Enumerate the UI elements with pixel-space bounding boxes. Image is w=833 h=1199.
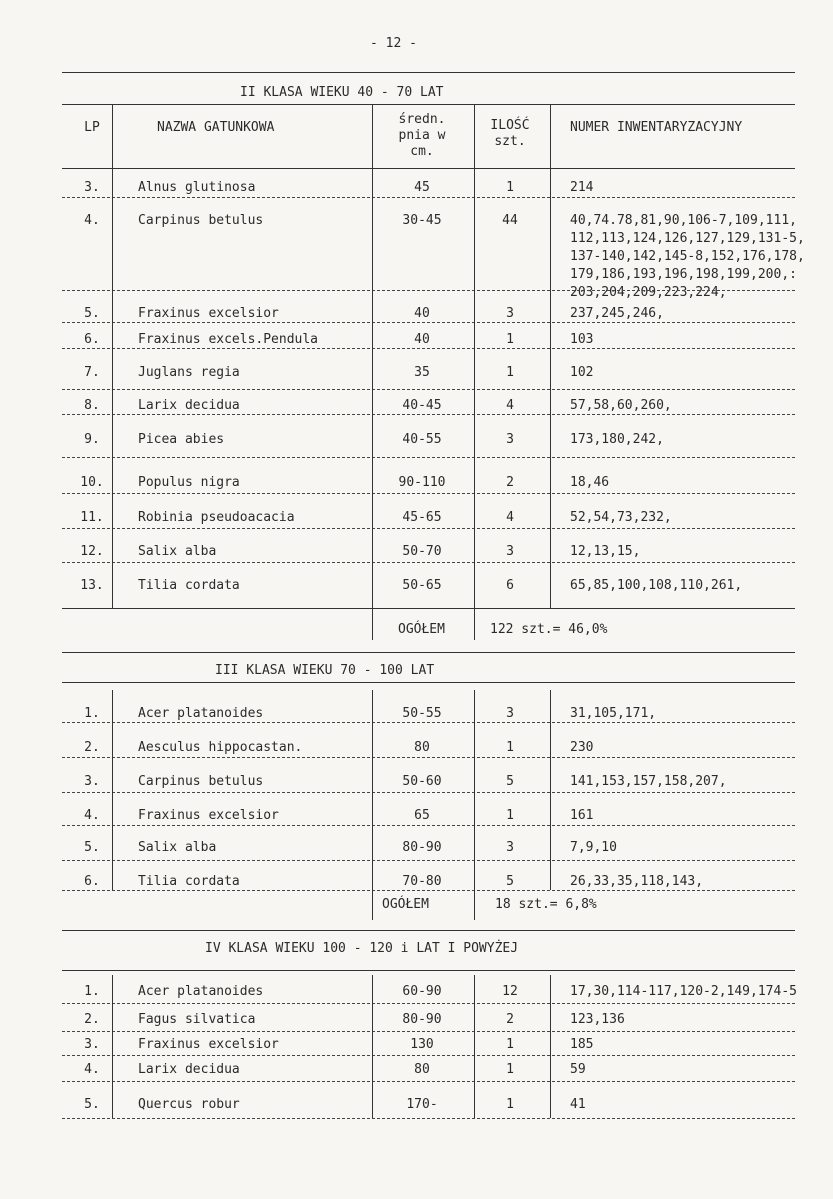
trunk-diameter: 40 (414, 332, 430, 347)
col-name-divider (372, 104, 373, 640)
species-name: Acer platanoides (138, 984, 264, 999)
quantity: 4 (506, 398, 514, 413)
row-divider (62, 757, 795, 758)
header-quantity-line2: szt. (494, 134, 526, 149)
row-number: 5. (84, 1097, 100, 1112)
species-name: Tilia cordata (138, 578, 240, 593)
total-value: 18 szt.= 6,8% (495, 897, 597, 912)
top-rule (62, 72, 795, 73)
row-divider (62, 389, 795, 390)
row-number: 7. (84, 365, 100, 380)
inventory-numbers: 57,58,60,260, (570, 398, 672, 413)
inventory-numbers: 137-140,142,145-8,152,176,178, (570, 249, 805, 264)
inventory-numbers: 179,186,193,196,198,199,200,: (570, 267, 797, 282)
quantity: 2 (506, 475, 514, 490)
row-divider (62, 890, 795, 891)
species-name: Carpinus betulus (138, 774, 264, 789)
species-name: Larix decidua (138, 1062, 240, 1077)
row-divider (62, 348, 795, 349)
quantity: 1 (506, 1062, 514, 1077)
total-label: OGÓŁEM (382, 897, 429, 912)
col-diam-divider (474, 690, 475, 920)
row-number: 6. (84, 874, 100, 889)
species-name: Juglans regia (138, 365, 240, 380)
inventory-numbers: 123,136 (570, 1012, 625, 1027)
col-qty-divider (550, 104, 551, 608)
inventory-numbers: 102 (570, 365, 594, 380)
trunk-diameter: 80 (414, 740, 430, 755)
header-bottom-rule (62, 168, 795, 169)
row-number: 2. (84, 740, 100, 755)
row-number: 10. (80, 475, 104, 490)
trunk-diameter: 60-90 (402, 984, 442, 999)
row-number: 1. (84, 984, 100, 999)
section-title-ii: II KLASA WIEKU 40 - 70 LAT (240, 85, 444, 100)
quantity: 1 (506, 365, 514, 380)
species-name: Fagus silvatica (138, 1012, 256, 1027)
col-qty-divider (550, 975, 551, 1118)
total-label: OGÓŁEM (398, 622, 445, 637)
row-divider (62, 1081, 795, 1082)
quantity: 4 (506, 510, 514, 525)
quantity: 3 (506, 306, 514, 321)
col-lp-divider (112, 690, 113, 890)
header-diameter-line1: średn. (398, 112, 446, 127)
species-name: Aesculus hippocastan. (138, 740, 303, 755)
row-divider (62, 457, 795, 458)
row-divider (62, 1003, 795, 1004)
row-number: 4. (84, 213, 100, 228)
section-rule (62, 930, 795, 931)
inventory-numbers: 203,204,209,223,224, (570, 285, 727, 300)
quantity: 3 (506, 840, 514, 855)
inventory-numbers: 26,33,35,118,143, (570, 874, 704, 889)
inventory-numbers: 31,105,171, (570, 706, 657, 721)
inventory-numbers: 41 (570, 1097, 586, 1112)
quantity: 1 (506, 808, 514, 823)
quantity: 5 (506, 774, 514, 789)
row-divider (62, 493, 795, 494)
quantity: 6 (506, 578, 514, 593)
row-divider (62, 562, 795, 563)
row-divider (62, 1055, 795, 1056)
row-number: 5. (84, 840, 100, 855)
species-name: Populus nigra (138, 475, 240, 490)
row-number: 9. (84, 432, 100, 447)
quantity: 5 (506, 874, 514, 889)
inventory-numbers: 161 (570, 808, 594, 823)
page-number: - 12 - (370, 36, 417, 51)
row-divider (62, 1031, 795, 1032)
trunk-diameter: 40 (414, 306, 430, 321)
trunk-diameter: 130 (410, 1037, 434, 1052)
trunk-diameter: 170- (406, 1097, 438, 1112)
header-top-rule (62, 104, 795, 105)
quantity: 2 (506, 1012, 514, 1027)
trunk-diameter: 40-45 (402, 398, 442, 413)
species-name: Fraxinus excels.Pendula (138, 332, 319, 347)
col-name-divider (372, 690, 373, 920)
row-number: 3. (84, 774, 100, 789)
quantity: 1 (506, 1037, 514, 1052)
species-name: Salix alba (138, 544, 217, 559)
species-name: Larix decidua (138, 398, 240, 413)
trunk-diameter: 30-45 (402, 213, 442, 228)
col-name-divider (372, 975, 373, 1118)
quantity: 3 (506, 432, 514, 447)
header-diameter-line3: cm. (410, 144, 434, 159)
trunk-diameter: 40-55 (402, 432, 442, 447)
row-number: 1. (84, 706, 100, 721)
quantity: 1 (506, 740, 514, 755)
species-name: Tilia cordata (138, 874, 240, 889)
species-name: Picea abies (138, 432, 225, 447)
trunk-diameter: 65 (414, 808, 430, 823)
quantity: 1 (506, 332, 514, 347)
row-number: 12. (80, 544, 104, 559)
row-divider (62, 197, 795, 198)
trunk-diameter: 90-110 (398, 475, 446, 490)
row-number: 13. (80, 578, 104, 593)
row-divider (62, 860, 795, 861)
species-name: Robinia pseudoacacia (138, 510, 295, 525)
trunk-diameter: 50-70 (402, 544, 442, 559)
trunk-diameter: 80 (414, 1062, 430, 1077)
inventory-numbers: 12,13,15, (570, 544, 641, 559)
row-number: 5. (84, 306, 100, 321)
total-value: 122 szt.= 46,0% (490, 622, 608, 637)
row-number: 11. (80, 510, 104, 525)
row-number: 8. (84, 398, 100, 413)
trunk-diameter: 70-80 (402, 874, 442, 889)
inventory-numbers: 7,9,10 (570, 840, 617, 855)
quantity: 1 (506, 180, 514, 195)
header-name: NAZWA GATUNKOWA (157, 120, 275, 135)
row-number: 6. (84, 332, 100, 347)
trunk-diameter: 50-65 (402, 578, 442, 593)
trunk-diameter: 50-60 (402, 774, 442, 789)
inventory-numbers: 65,85,100,108,110,261, (570, 578, 743, 593)
inventory-numbers: 112,113,124,126,127,129,131-5, (570, 231, 805, 246)
row-number: 4. (84, 1062, 100, 1077)
col-lp-divider (112, 975, 113, 1118)
inventory-numbers: 59 (570, 1062, 586, 1077)
trunk-diameter: 50-55 (402, 706, 442, 721)
species-name: Carpinus betulus (138, 213, 264, 228)
trunk-diameter: 45-65 (402, 510, 442, 525)
inventory-numbers: 40,74.78,81,90,106-7,109,111, (570, 213, 797, 228)
quantity: 3 (506, 706, 514, 721)
row-divider (62, 290, 795, 291)
col-qty-divider (550, 690, 551, 890)
section-header-rule (62, 970, 795, 971)
row-divider (62, 322, 795, 323)
row-divider (62, 528, 795, 529)
row-divider (62, 825, 795, 826)
header-diameter-line2: pnia w (398, 128, 446, 143)
trunk-diameter: 35 (414, 365, 430, 380)
quantity: 44 (502, 213, 518, 228)
row-divider (62, 1118, 795, 1119)
inventory-numbers: 173,180,242, (570, 432, 664, 447)
inventory-numbers: 230 (570, 740, 594, 755)
col-lp-divider (112, 104, 113, 608)
section-title-iv: IV KLASA WIEKU 100 - 120 i LAT I POWYŻEJ (205, 941, 519, 956)
species-name: Quercus robur (138, 1097, 240, 1112)
row-divider (62, 722, 795, 723)
row-divider (62, 414, 795, 415)
trunk-diameter: 45 (414, 180, 430, 195)
row-number: 4. (84, 808, 100, 823)
trunk-diameter: 80-90 (402, 1012, 442, 1027)
row-number: 2. (84, 1012, 100, 1027)
inventory-numbers: 185 (570, 1037, 594, 1052)
row-divider (62, 608, 795, 609)
species-name: Alnus glutinosa (138, 180, 256, 195)
inventory-numbers: 214 (570, 180, 594, 195)
quantity: 1 (506, 1097, 514, 1112)
species-name: Acer platanoides (138, 706, 264, 721)
header-quantity-line1: ILOŚĆ (490, 118, 530, 133)
row-number: 3. (84, 180, 100, 195)
row-divider (62, 792, 795, 793)
inventory-numbers: 237,245,246, (570, 306, 664, 321)
quantity: 12 (502, 984, 518, 999)
section-rule (62, 652, 795, 653)
row-number: 3. (84, 1037, 100, 1052)
inventory-numbers: 103 (570, 332, 594, 347)
section-title-iii: III KLASA WIEKU 70 - 100 LAT (215, 663, 435, 678)
col-diam-divider (474, 104, 475, 640)
species-name: Fraxinus excelsior (138, 808, 279, 823)
quantity: 3 (506, 544, 514, 559)
section-header-rule (62, 682, 795, 683)
header-lp: LP (84, 120, 100, 135)
species-name: Fraxinus excelsior (138, 1037, 279, 1052)
inventory-numbers: 141,153,157,158,207, (570, 774, 727, 789)
inventory-numbers: 52,54,73,232, (570, 510, 672, 525)
inventory-numbers: 18,46 (570, 475, 610, 490)
header-inventory-number: NUMER INWENTARYZACYJNY (570, 120, 743, 135)
col-diam-divider (474, 975, 475, 1118)
trunk-diameter: 80-90 (402, 840, 442, 855)
species-name: Salix alba (138, 840, 217, 855)
species-name: Fraxinus excelsior (138, 306, 279, 321)
inventory-numbers: 17,30,114-117,120-2,149,174-5 (570, 984, 797, 999)
